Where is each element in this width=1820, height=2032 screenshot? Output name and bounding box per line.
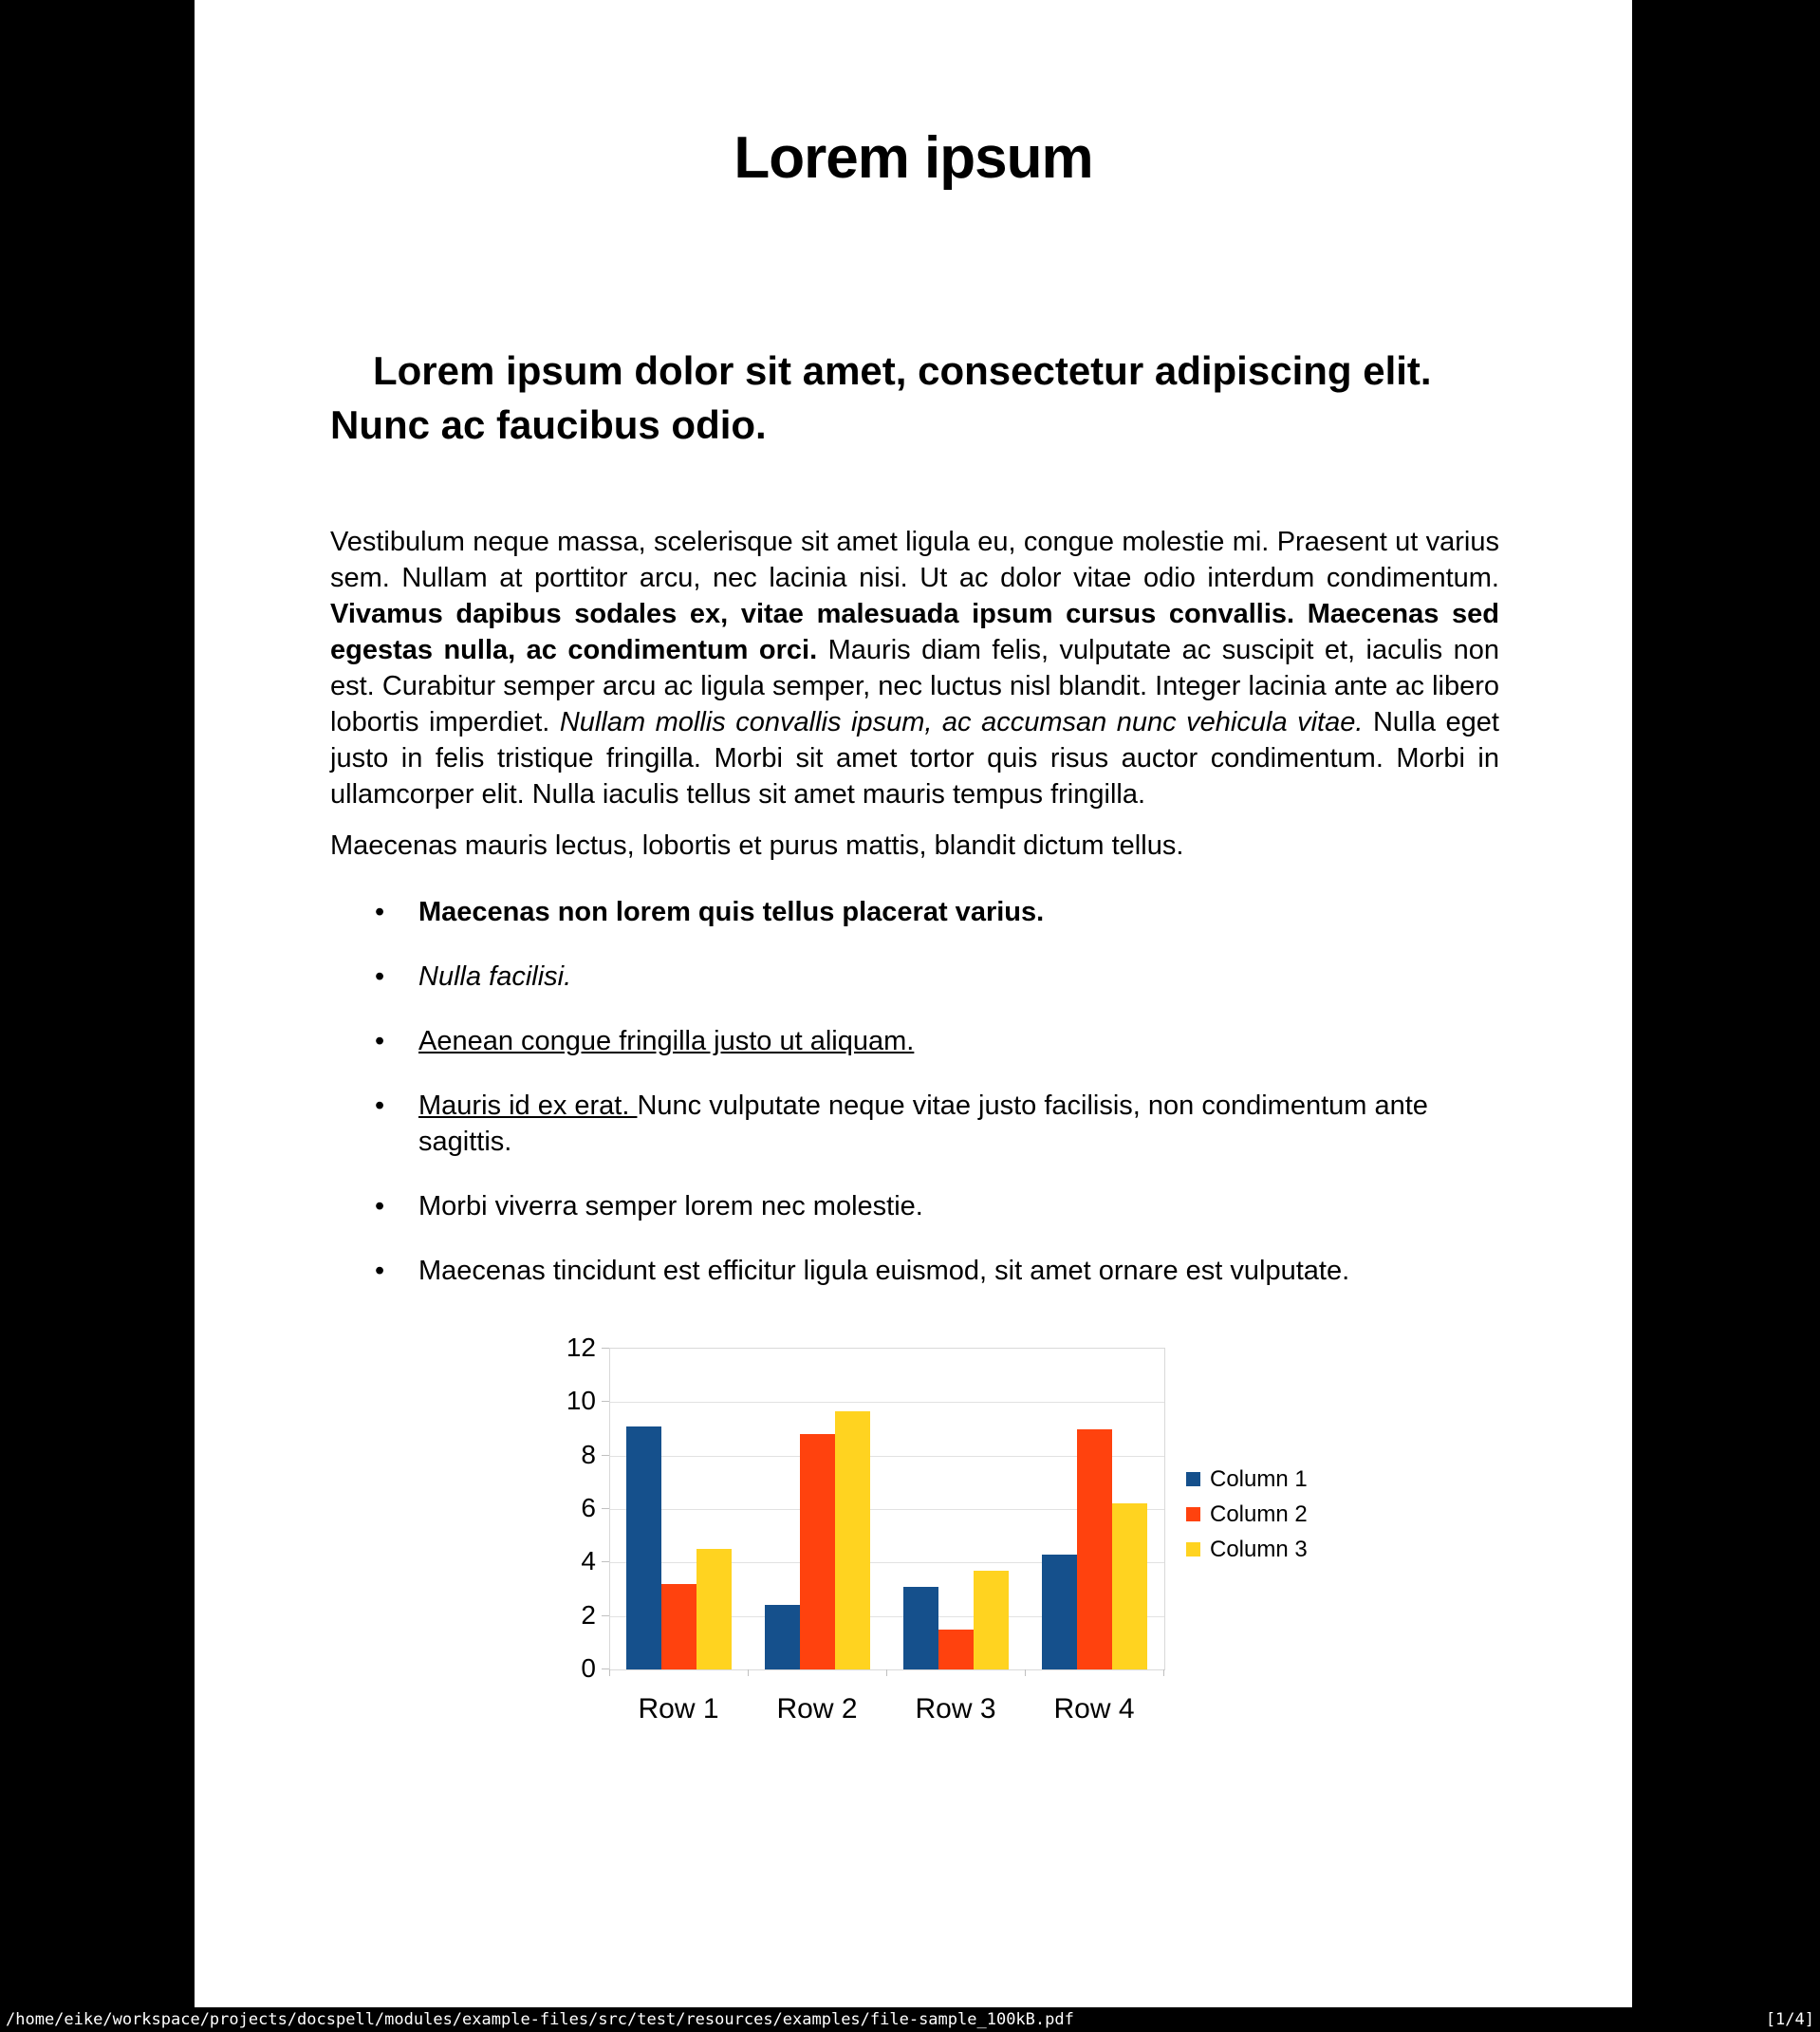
text-run-normal: Mauris diam felis, vulputate ac suscipit et, iaculis non est. Curabitur semper arcu ac ligula semper, nec luctus nisl blandit. Integer lacinia ante ac libero lobortis imperdiet.	[330, 635, 1499, 737]
legend-item	[1186, 1538, 1308, 1561]
bullet-item	[418, 1188, 1499, 1224]
text-run-underline: Mauris id ex erat.	[418, 1091, 638, 1121]
y-axis-label: 6	[581, 1493, 596, 1522]
text-run-bold: Vivamus dapibus sodales ex, vitae malesuada ipsum cursus convallis. Maecenas sed egestas nulla, ac condimentum orci.	[330, 599, 1499, 665]
x-axis-tick	[886, 1669, 887, 1676]
y-axis-tick	[602, 1508, 609, 1509]
bar-row4-column1	[1042, 1555, 1077, 1669]
y-axis-label: 2	[581, 1599, 596, 1630]
statusbar	[0, 2007, 1820, 2032]
text-run-normal: Nunc vulputate neque vitae justo facilisis, non condimentum ante sagittis.	[418, 1091, 1428, 1157]
text-run-normal: Vestibulum neque massa, scelerisque sit amet ligula eu, congue molestie mi. Praesent ut varius sem. Nullam at porttitor arcu, nec lacinia nisi. Ut ac dolor vitae odio interdum condimentum.	[330, 527, 1499, 593]
x-axis-tick	[609, 1669, 610, 1676]
bar-row1-column1	[626, 1426, 661, 1669]
y-axis-tick	[602, 1615, 609, 1616]
legend-swatch-column1	[1186, 1472, 1200, 1486]
x-axis-tick	[748, 1669, 749, 1676]
bullet-item	[418, 1088, 1499, 1160]
text-run-normal: Nulla eget justo in felis tristique fringilla. Morbi sit amet tortor quis risus auctor condimentum. Morbi in ullamcorper elit. Nulla iaculis tellus sit amet mauris tempus fringilla.	[330, 707, 1499, 810]
y-axis-label: 12	[566, 1333, 596, 1362]
bar-row2-column3	[835, 1411, 870, 1669]
y-axis-label: 4	[581, 1546, 596, 1576]
x-axis-label: Row 1	[638, 1693, 719, 1724]
statusbar-page-indicator: [1/4]	[1765, 2010, 1814, 2029]
bar-row3-column2	[938, 1630, 974, 1669]
chart-legend	[1186, 1467, 1308, 1573]
bullet-item	[418, 894, 1499, 930]
legend-swatch-column3	[1186, 1542, 1200, 1557]
y-axis-tick	[602, 1401, 609, 1402]
document-subtitle: Lorem ipsum dolor sit amet, consectetur adipiscing elit. Nunc ac faucibus odio.	[330, 348, 1432, 447]
x-axis-tick	[1163, 1669, 1164, 1676]
chart	[195, 1317, 1632, 1763]
y-axis-label: 10	[566, 1386, 596, 1416]
text-run-bold: Maecenas non lorem quis tellus placerat varius.	[418, 897, 1045, 927]
legend-item	[1186, 1502, 1308, 1526]
bar-row1-column3	[696, 1549, 732, 1669]
y-axis-tick	[602, 1348, 609, 1349]
legend-label: Column 1	[1210, 1466, 1308, 1492]
chart-plot	[609, 1348, 1165, 1670]
bar-row3-column3	[974, 1571, 1009, 1669]
x-axis-tick	[1025, 1669, 1026, 1676]
x-axis-label: Row 4	[1053, 1693, 1135, 1724]
document-page[interactable]	[195, 0, 1632, 2007]
bullet-item	[418, 959, 1499, 995]
bar-row4-column2	[1077, 1429, 1112, 1670]
y-axis-label: 0	[581, 1653, 596, 1683]
x-axis-label: Row 3	[915, 1693, 996, 1724]
legend-label: Column 2	[1210, 1501, 1308, 1527]
bar-row2-column2	[800, 1434, 835, 1669]
legend-swatch-column2	[1186, 1507, 1200, 1521]
bullet-item	[418, 1253, 1499, 1289]
bar-row2-column1	[765, 1605, 800, 1669]
x-axis-label: Row 2	[776, 1693, 858, 1724]
document-title: Lorem ipsum	[734, 125, 1093, 191]
text-run-italic: Nullam mollis convallis ipsum, ac accumsan nunc vehicula vitae.	[559, 707, 1373, 737]
body-paragraph-2: Maecenas mauris lectus, lobortis et purus mattis, blandit dictum tellus.	[330, 830, 1184, 861]
text-run-normal: Morbi viverra semper lorem nec molestie.	[418, 1191, 923, 1221]
y-axis-tick	[602, 1561, 609, 1562]
legend-label: Column 3	[1210, 1537, 1308, 1562]
statusbar-filepath: /home/eike/workspace/projects/docspell/modules/example-files/src/test/resources/examples/file-sample_100kB.pdf	[6, 2010, 1074, 2029]
bar-row4-column3	[1112, 1503, 1147, 1669]
legend-item	[1186, 1467, 1308, 1491]
y-axis-tick	[602, 1455, 609, 1456]
chart-gridline	[610, 1402, 1164, 1403]
text-run-normal: Maecenas tincidunt est efficitur ligula euismod, sit amet ornare est vulputate.	[418, 1256, 1350, 1286]
bullet-item	[418, 1023, 1499, 1059]
text-run-italic: Nulla facilisi.	[418, 961, 572, 992]
bar-row3-column1	[903, 1587, 938, 1669]
bar-row1-column2	[661, 1584, 696, 1669]
y-axis-tick	[602, 1668, 609, 1669]
bullet-list	[195, 894, 1499, 1289]
text-run-underline: Aenean congue fringilla justo ut aliquam.	[418, 1026, 915, 1056]
body-paragraph-1	[330, 524, 1499, 812]
y-axis-label: 8	[581, 1439, 596, 1469]
